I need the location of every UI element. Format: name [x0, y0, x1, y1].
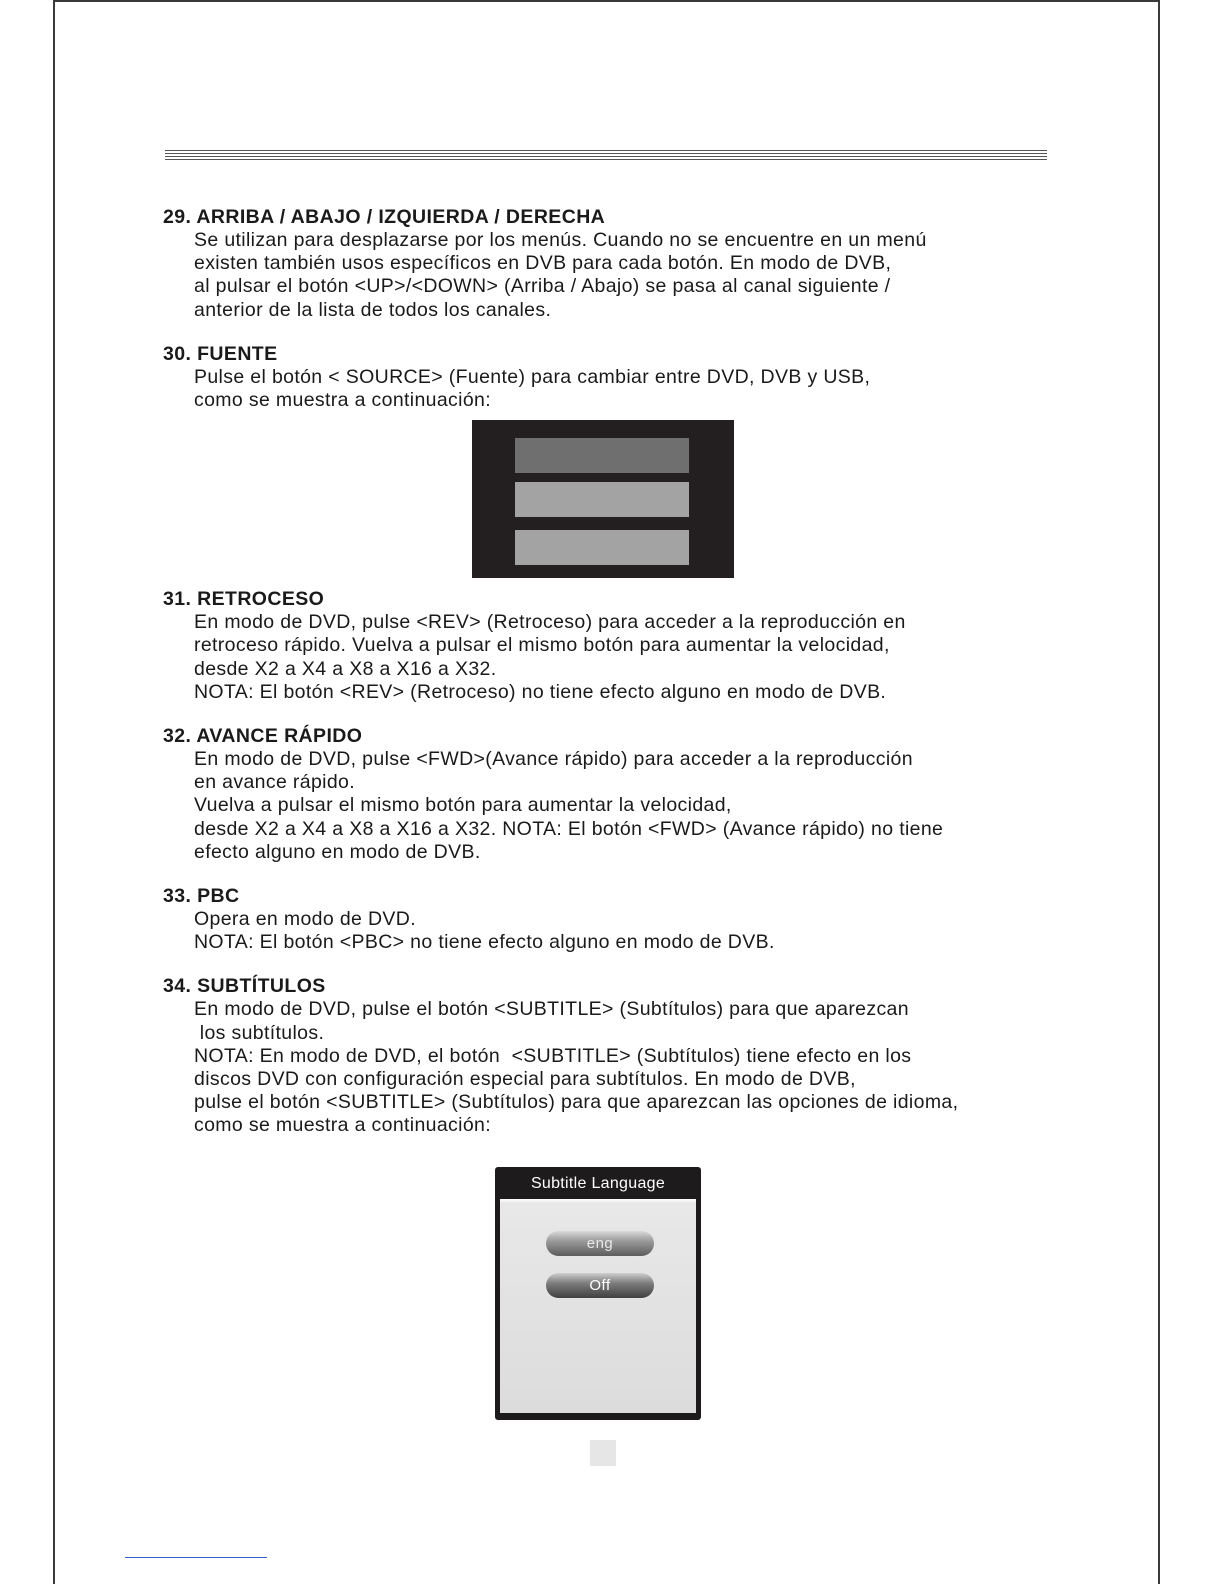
subtitle-option-eng[interactable]: eng	[546, 1231, 654, 1256]
subtitle-menu-title: Subtitle Language	[530, 1175, 666, 1192]
section-34-subtitles	[163, 975, 1063, 1137]
section-text: retroceso rápido. Vuelva a pulsar el mismo botón para aumentar la velocidad,	[194, 634, 890, 657]
section-29-arrows	[163, 206, 1063, 322]
section-title: 29. ARRIBA / ABAJO / IZQUIERDA / DERECHA	[163, 206, 606, 228]
source-option-bar	[515, 530, 689, 565]
manual-content	[163, 206, 1063, 1159]
section-text: Opera en modo de DVD.	[194, 908, 416, 931]
section-30-source	[163, 343, 1063, 578]
section-text: En modo de DVD, pulse <REV> (Retroceso) para acceder a la reproducción en	[194, 611, 906, 634]
section-title: 34. SUBTÍTULOS	[163, 975, 326, 998]
section-text: al pulsar el botón <UP>/<DOWN> (Arriba / Abajo) se pasa al canal siguiente /	[194, 275, 891, 298]
section-title: 33. PBC	[163, 885, 240, 908]
section-text: existen también usos específicos en DVB para cada botón. En modo de DVB,	[194, 252, 892, 275]
section-text: En modo de DVD, pulse <FWD>(Avance rápido) para acceder a la reproducción	[194, 748, 913, 771]
section-text: discos DVD con configuración especial para subtítulos. En modo de DVB,	[194, 1068, 856, 1091]
section-text: desde X2 a X4 a X8 a X16 a X32.	[194, 657, 497, 680]
section-text: anterior de la lista de todos los canales.	[194, 298, 552, 321]
section-text: en avance rápido.	[194, 771, 355, 794]
footer-rule	[125, 1557, 267, 1558]
section-text: Pulse el botón < SOURCE> (Fuente) para cambiar entre DVD, DVB y USB,	[194, 365, 871, 388]
section-title: 31. RETROCESO	[163, 588, 325, 611]
subtitle-option-off[interactable]: Off	[546, 1273, 654, 1298]
section-text: NOTA: En modo de DVD, el botón <SUBTITLE> (Subtítulos) tiene efecto en los	[194, 1044, 912, 1067]
section-text: como se muestra a continuación:	[194, 1114, 491, 1137]
section-text: desde X2 a X4 a X8 a X16 a X32. NOTA: El botón <FWD> (Avance rápido) no tiene	[194, 817, 944, 840]
section-text: efecto alguno en modo de DVB.	[194, 840, 481, 863]
section-text: como se muestra a continuación:	[194, 389, 491, 412]
source-option-bar-selected	[515, 438, 689, 473]
subtitle-menu-panel	[500, 1199, 696, 1413]
page-border-left	[53, 0, 55, 1584]
page-number-box	[590, 1440, 616, 1466]
section-title: 30. FUENTE	[163, 342, 278, 365]
source-menu-illustration	[472, 420, 734, 578]
section-text: los subtítulos.	[194, 1021, 325, 1044]
section-text: pulse el botón <SUBTITLE> (Subtítulos) para que aparezcan las opciones de idioma,	[194, 1091, 959, 1114]
header-rule	[165, 150, 1047, 162]
section-text: NOTA: El botón <REV> (Retroceso) no tiene efecto alguno en modo de DVB.	[194, 680, 887, 703]
section-33-pbc	[163, 885, 1063, 954]
source-option-bar	[515, 482, 689, 517]
page-border-right	[1158, 0, 1160, 1584]
section-32-fast-forward	[163, 725, 1063, 864]
section-text: Se utilizan para desplazarse por los menús. Cuando no se encuentre en un menú	[194, 229, 927, 251]
section-text: Vuelva a pulsar el mismo botón para aumentar la velocidad,	[194, 794, 732, 817]
section-31-rewind	[163, 588, 1063, 704]
section-text: En modo de DVD, pulse el botón <SUBTITLE> (Subtítulos) para que aparezcan	[194, 998, 909, 1021]
section-text: NOTA: El botón <PBC> no tiene efecto alguno en modo de DVB.	[194, 931, 775, 954]
subtitle-language-menu	[495, 1167, 701, 1420]
page-border-top	[53, 0, 1160, 2]
section-title: 32. AVANCE RÁPIDO	[163, 725, 363, 748]
